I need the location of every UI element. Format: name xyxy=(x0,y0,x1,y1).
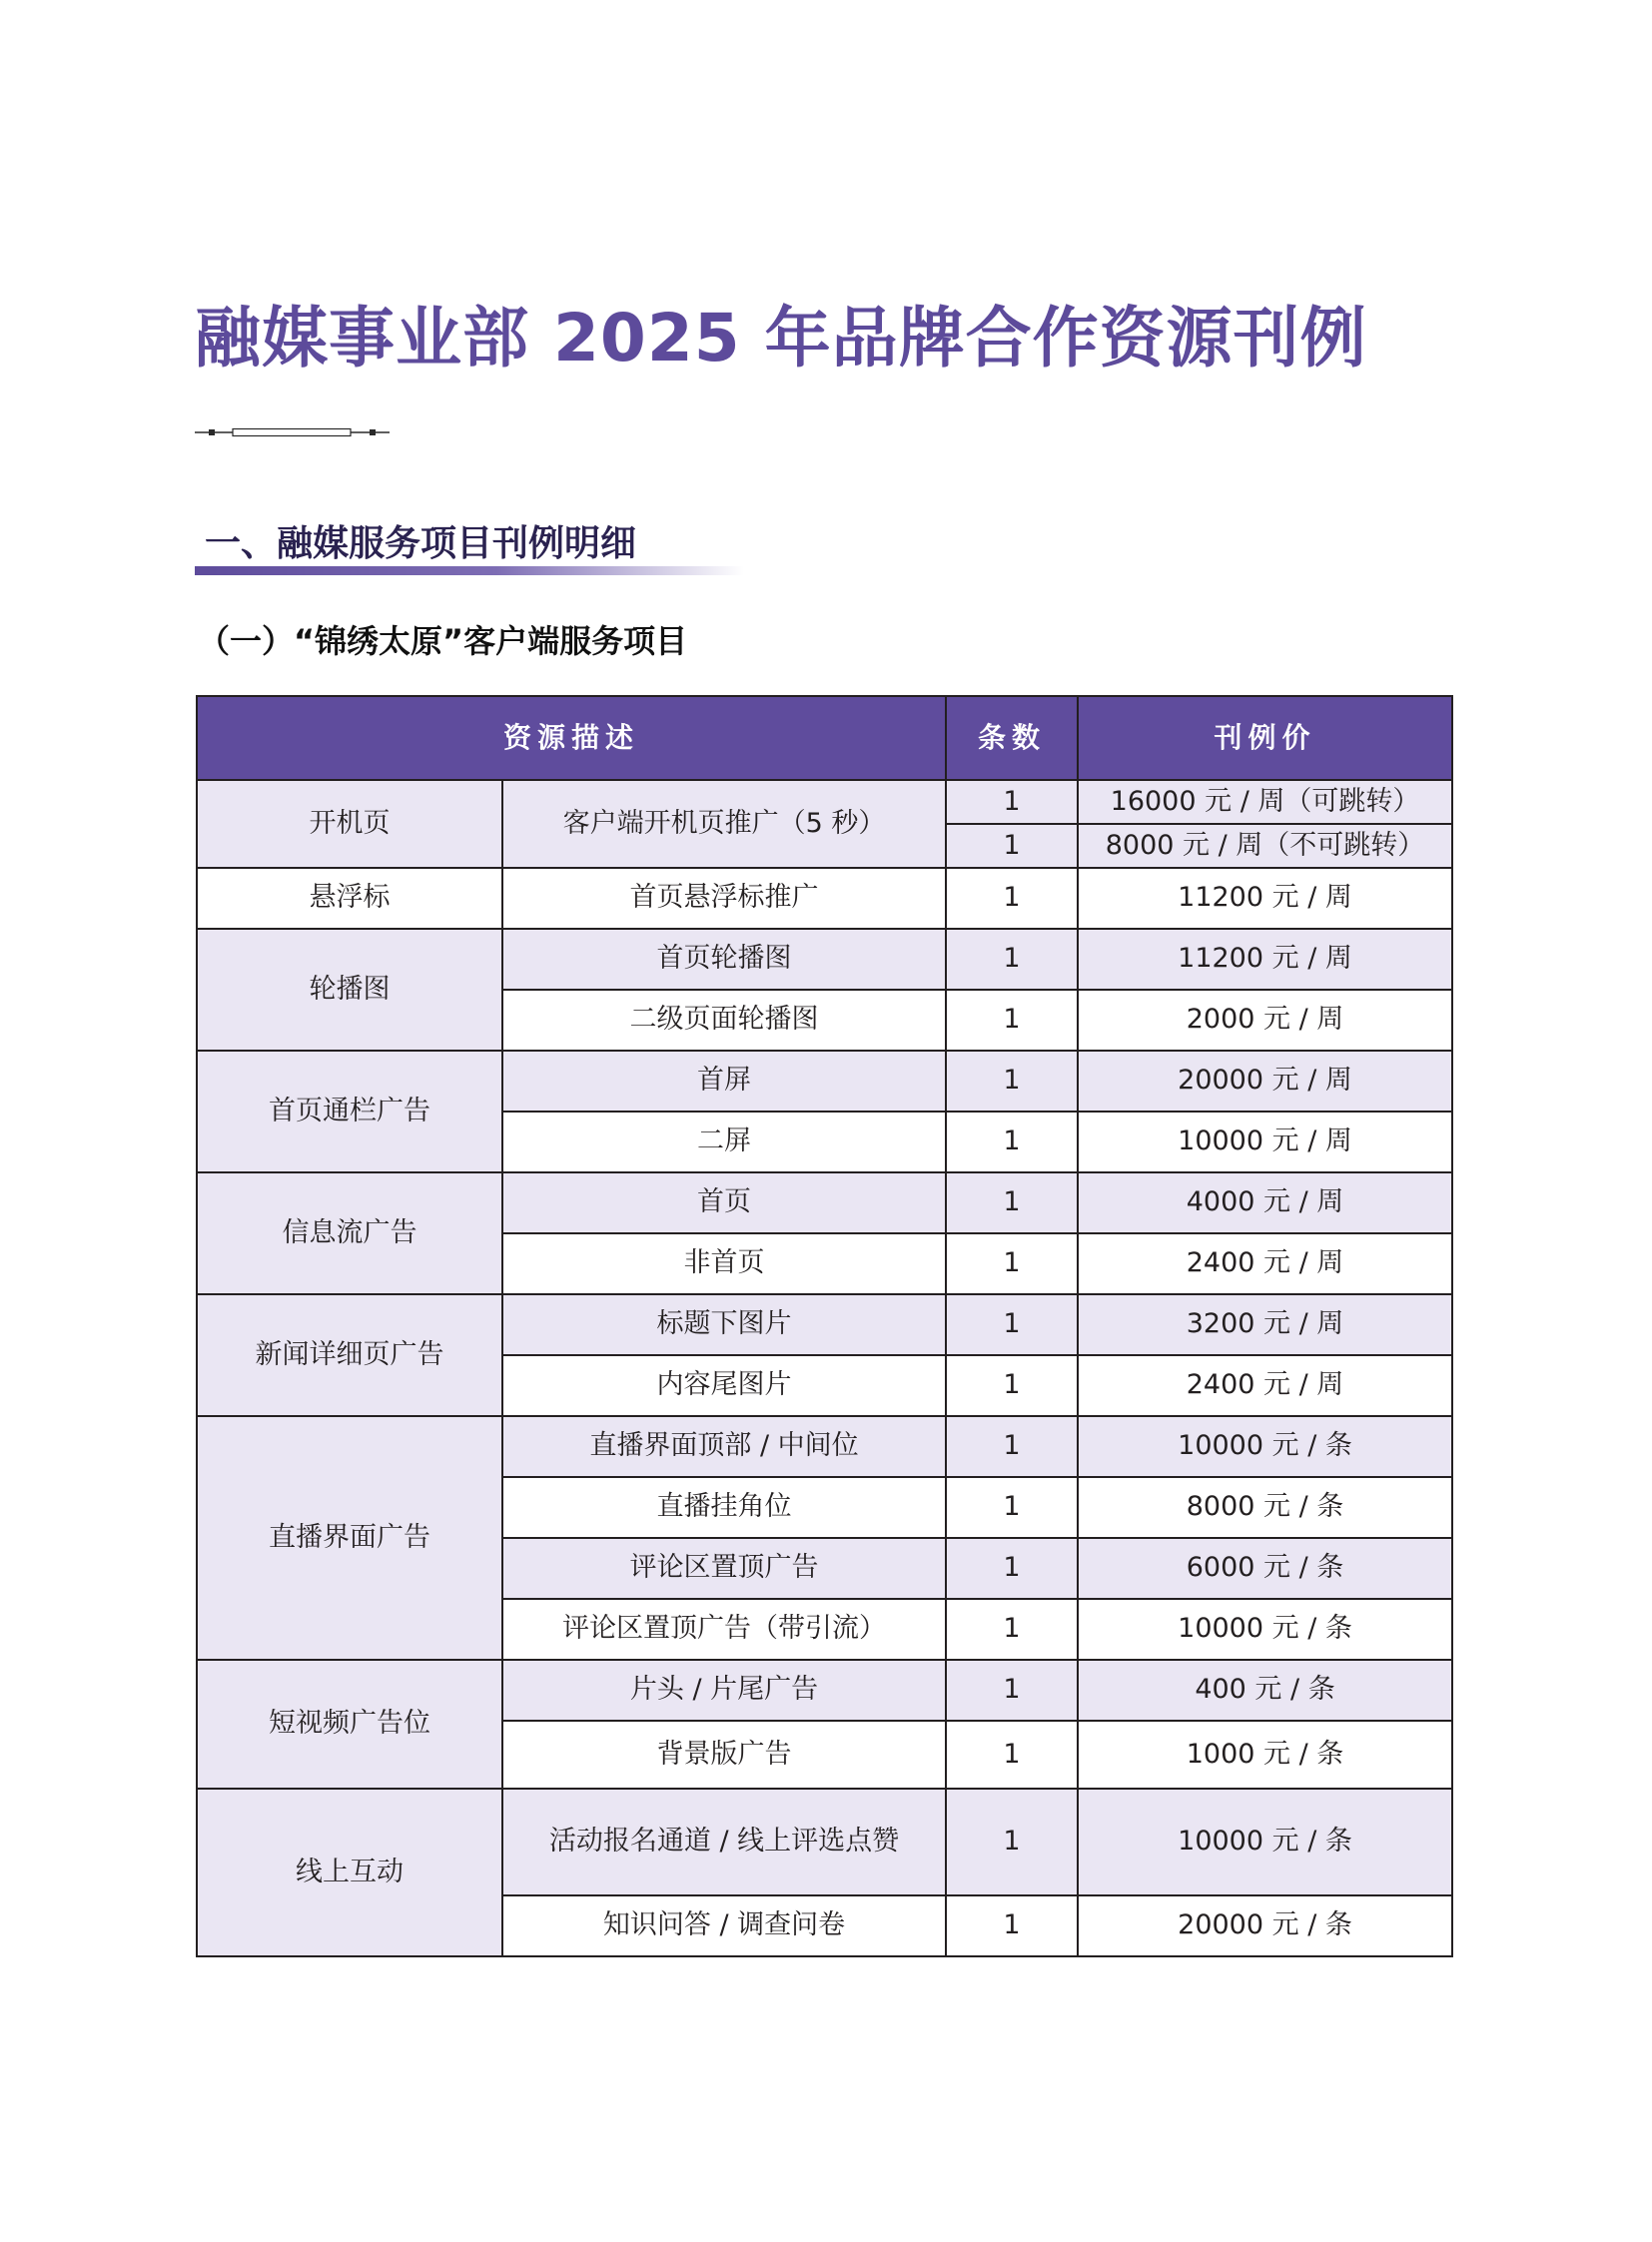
price-cell: 10000 元 / 周 xyxy=(1078,1112,1452,1172)
count-cell: 1 xyxy=(946,780,1078,824)
title-divider-ornament xyxy=(195,427,390,437)
table-row xyxy=(197,1660,1452,1721)
sub-heading: （一）“锦绣太原”客户端服务项目 xyxy=(198,622,688,660)
table-row xyxy=(197,1789,1452,1895)
price-cell: 1000 元 / 条 xyxy=(1078,1721,1452,1789)
price-cell: 2400 元 / 周 xyxy=(1078,1233,1452,1294)
count-cell: 1 xyxy=(946,1172,1078,1233)
category-cell: 首页通栏广告 xyxy=(197,1051,502,1172)
price-cell: 8000 元 / 条 xyxy=(1078,1477,1452,1538)
price-cell: 400 元 / 条 xyxy=(1078,1660,1452,1721)
count-cell: 1 xyxy=(946,1721,1078,1789)
item-cell: 首页 xyxy=(502,1172,946,1233)
price-cell: 10000 元 / 条 xyxy=(1078,1599,1452,1660)
price-cell: 11200 元 / 周 xyxy=(1078,929,1452,990)
price-cell: 6000 元 / 条 xyxy=(1078,1538,1452,1599)
price-cell: 16000 元 / 周（可跳转） xyxy=(1078,780,1452,824)
count-cell: 1 xyxy=(946,1051,1078,1112)
table-row xyxy=(197,1294,1452,1355)
count-cell: 1 xyxy=(946,1895,1078,1956)
item-cell: 直播挂角位 xyxy=(502,1477,946,1538)
count-cell: 1 xyxy=(946,1294,1078,1355)
item-cell: 非首页 xyxy=(502,1233,946,1294)
price-cell: 4000 元 / 周 xyxy=(1078,1172,1452,1233)
item-cell: 直播界面顶部 / 中间位 xyxy=(502,1416,946,1477)
category-cell: 开机页 xyxy=(197,780,502,868)
price-cell: 2400 元 / 周 xyxy=(1078,1355,1452,1416)
count-cell: 1 xyxy=(946,1355,1078,1416)
table-row xyxy=(197,1416,1452,1477)
category-cell: 轮播图 xyxy=(197,929,502,1051)
count-cell: 1 xyxy=(946,1416,1078,1477)
item-cell: 客户端开机页推广（5 秒） xyxy=(502,780,946,868)
table-row xyxy=(197,780,1452,824)
price-cell: 10000 元 / 条 xyxy=(1078,1789,1452,1895)
count-cell: 1 xyxy=(946,1477,1078,1538)
item-cell: 首屏 xyxy=(502,1051,946,1112)
item-cell: 二级页面轮播图 xyxy=(502,990,946,1051)
item-cell: 知识问答 / 调查问卷 xyxy=(502,1895,946,1956)
category-cell: 短视频广告位 xyxy=(197,1660,502,1789)
price-cell: 2000 元 / 周 xyxy=(1078,990,1452,1051)
count-cell: 1 xyxy=(946,1660,1078,1721)
count-cell: 1 xyxy=(946,1789,1078,1895)
price-cell: 10000 元 / 条 xyxy=(1078,1416,1452,1477)
item-cell: 评论区置顶广告 xyxy=(502,1538,946,1599)
item-cell: 评论区置顶广告（带引流） xyxy=(502,1599,946,1660)
item-cell: 内容尾图片 xyxy=(502,1355,946,1416)
count-cell: 1 xyxy=(946,1538,1078,1599)
price-cell: 20000 元 / 条 xyxy=(1078,1895,1452,1956)
table-row xyxy=(197,868,1452,929)
category-cell: 悬浮标 xyxy=(197,868,502,929)
count-cell: 1 xyxy=(946,824,1078,868)
count-cell: 1 xyxy=(946,990,1078,1051)
table-row xyxy=(197,1172,1452,1233)
count-cell: 1 xyxy=(946,1599,1078,1660)
header-price: 刊例价 xyxy=(1078,696,1452,780)
count-cell: 1 xyxy=(946,1233,1078,1294)
item-cell: 活动报名通道 / 线上评选点赞 xyxy=(502,1789,946,1895)
category-cell: 直播界面广告 xyxy=(197,1416,502,1660)
header-count: 条数 xyxy=(946,696,1078,780)
section-heading-underline xyxy=(195,566,744,575)
table-header-row xyxy=(197,696,1452,780)
price-cell: 8000 元 / 周（不可跳转） xyxy=(1078,824,1452,868)
category-cell: 线上互动 xyxy=(197,1789,502,1956)
item-cell: 片头 / 片尾广告 xyxy=(502,1660,946,1721)
header-description: 资源描述 xyxy=(197,696,946,780)
category-cell: 信息流广告 xyxy=(197,1172,502,1294)
price-cell: 20000 元 / 周 xyxy=(1078,1051,1452,1112)
item-cell: 二屏 xyxy=(502,1112,946,1172)
count-cell: 1 xyxy=(946,929,1078,990)
price-cell: 3200 元 / 周 xyxy=(1078,1294,1452,1355)
page-title: 融媒事业部 2025 年品牌合作资源刊例 xyxy=(195,300,1367,376)
item-cell: 首页悬浮标推广 xyxy=(502,868,946,929)
count-cell: 1 xyxy=(946,868,1078,929)
price-cell: 11200 元 / 周 xyxy=(1078,868,1452,929)
table-row xyxy=(197,929,1452,990)
item-cell: 背景版广告 xyxy=(502,1721,946,1789)
table-row xyxy=(197,1051,1452,1112)
count-cell: 1 xyxy=(946,1112,1078,1172)
category-cell: 新闻详细页广告 xyxy=(197,1294,502,1416)
item-cell: 首页轮播图 xyxy=(502,929,946,990)
price-table xyxy=(196,695,1453,1957)
section-heading: 一、融媒服务项目刊例明细 xyxy=(205,523,637,564)
item-cell: 标题下图片 xyxy=(502,1294,946,1355)
